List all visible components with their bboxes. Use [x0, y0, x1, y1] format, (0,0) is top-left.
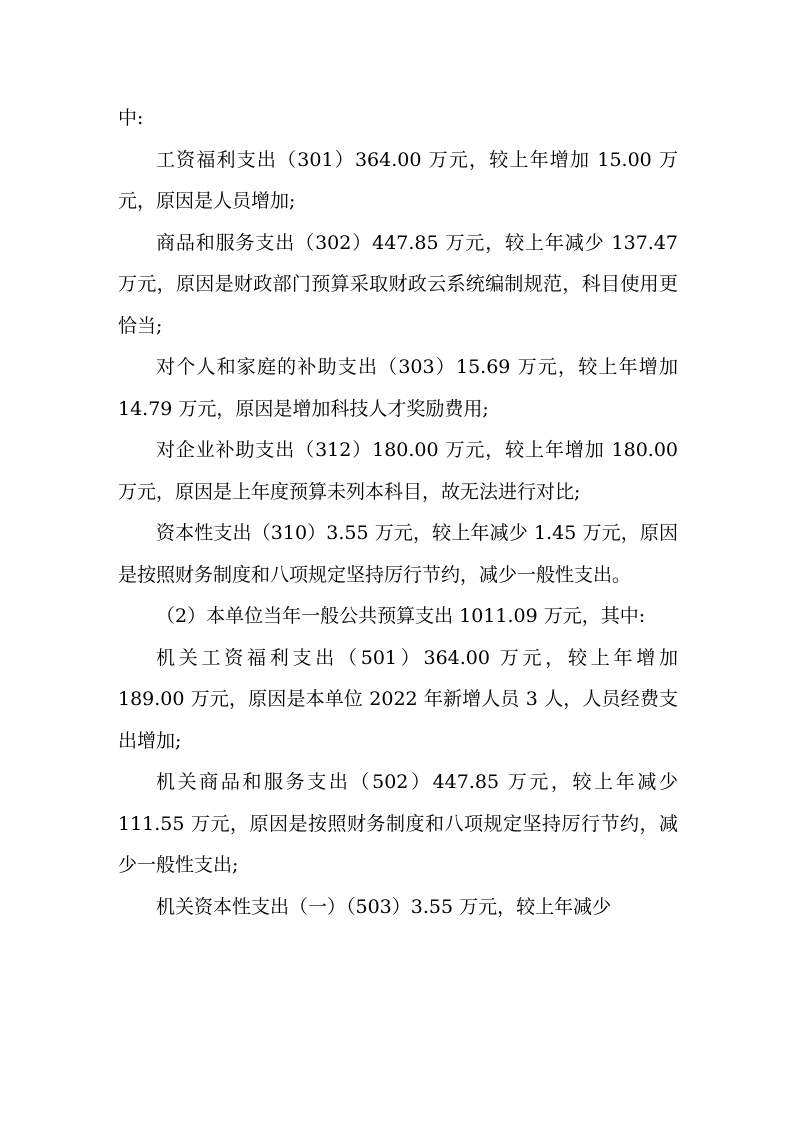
- paragraph-agency-goods: 机关商品和服务支出（502）447.85 万元，较上年减少 111.55 万元，原因是按照财务制度和八项规定坚持厉行节约，减少一般性支出;: [118, 771, 678, 876]
- paragraph-household-subsidy: 对个人和家庭的补助支出（303）15.69 万元，较上年增加 14.79 万元，原因是增加科技人才奖励费用;: [118, 356, 678, 420]
- paragraph-enterprise-subsidy: 对企业补助支出（312）180.00 万元，较上年增加 180.00 万元，原因是上年度预算未列本科目，故无法进行对比;: [118, 439, 678, 503]
- paragraph-agency-wage: 机关工资福利支出（501）364.00 万元，较上年增加 189.00 万元，原因是本单位 2022 年新增人员 3 人，人员经费支出增加;: [118, 646, 678, 752]
- paragraph-capital-expenditure: 资本性支出（310）3.55 万元，较上年减少 1.45 万元，原因是按照财务制度和八项规定坚持厉行节约，减少一般性支出。: [118, 522, 678, 586]
- paragraph-goods-services: 商品和服务支出（302）447.85 万元，较上年减少 137.47 万元，原因是财政部门预算采取财政云系统编制规范，科目使用更恰当;: [118, 231, 678, 337]
- document-body: [118, 98, 678, 928]
- paragraph-wage-welfare: 工资福利支出（301）364.00 万元，较上年增加 15.00 万元，原因是人员增加;: [118, 148, 678, 212]
- paragraph-continuation: 中:: [118, 107, 144, 129]
- paragraph-agency-capital: 机关资本性支出（一）（503）3.55 万元，较上年减少: [156, 895, 612, 918]
- paragraph-general-budget: （2）本单位当年一般公共预算支出 1011.09 万元，其中:: [156, 605, 646, 627]
